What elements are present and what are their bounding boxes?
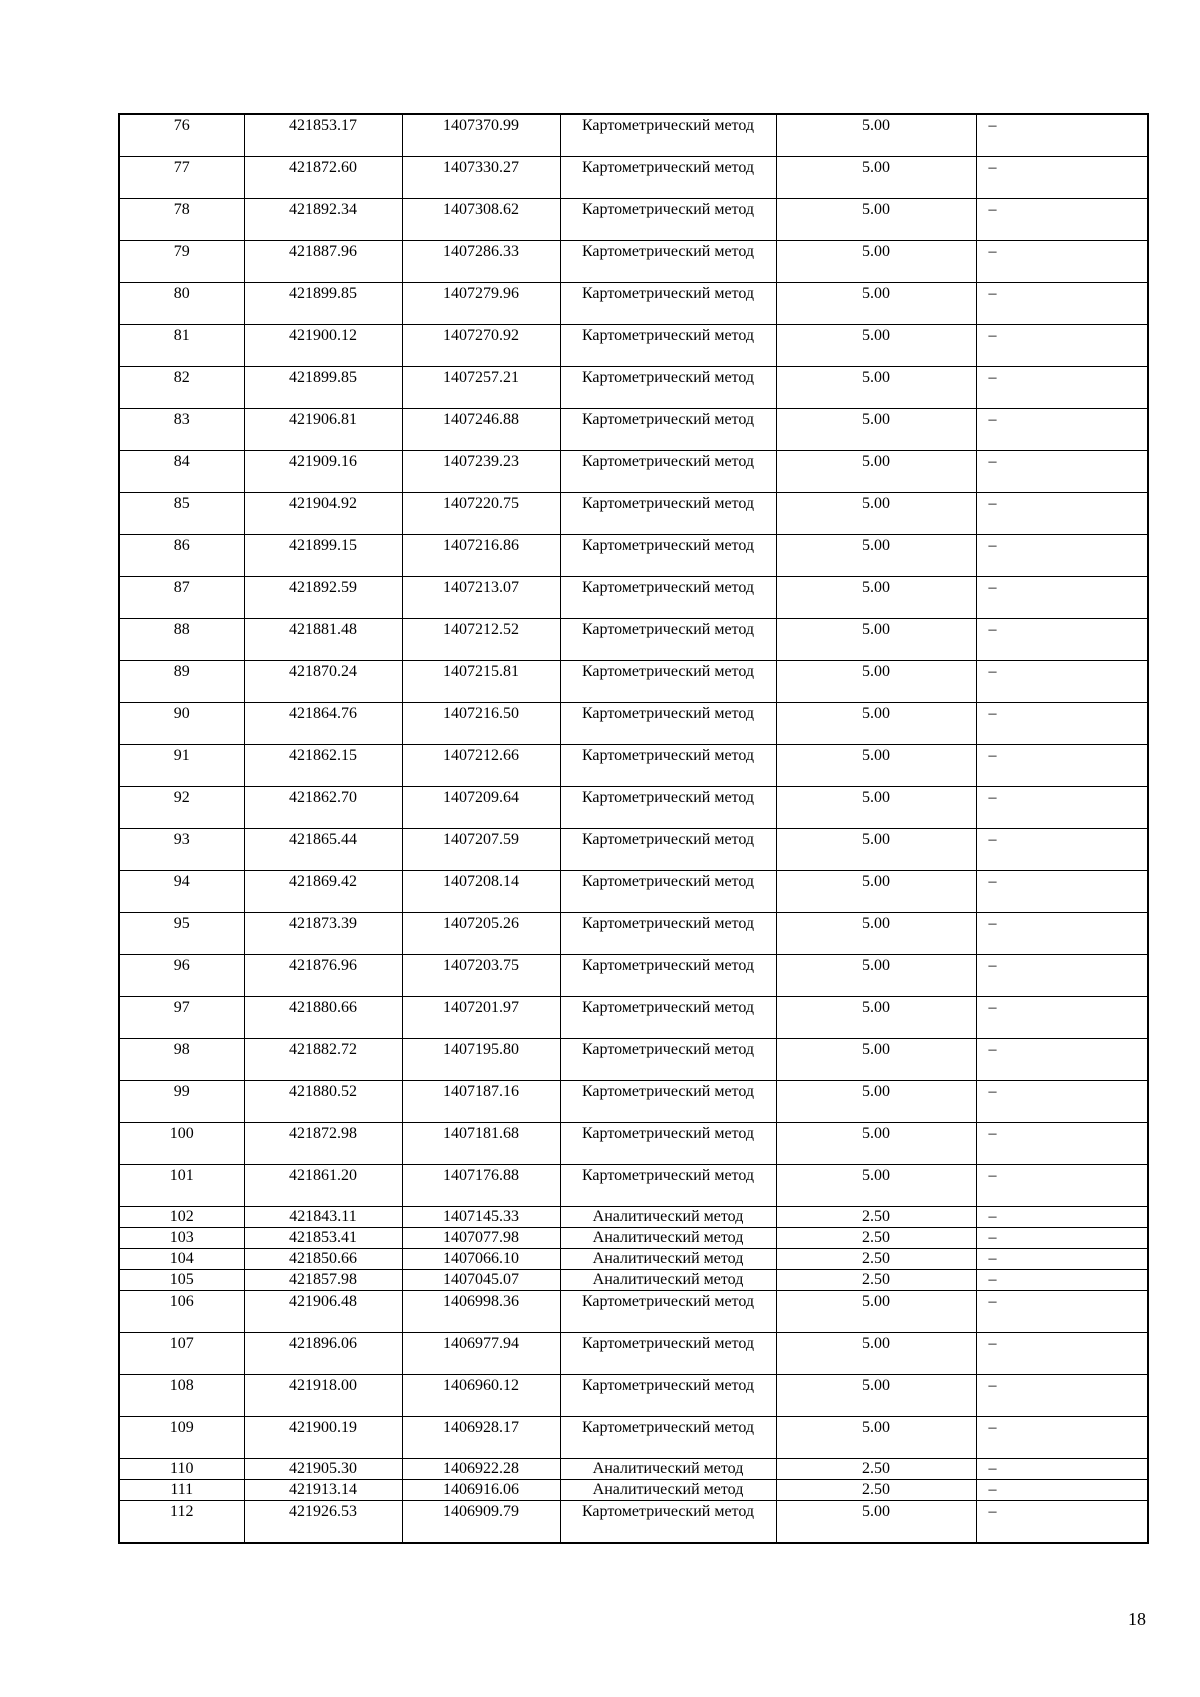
point-number-cell: 86 bbox=[119, 535, 244, 577]
table-row bbox=[119, 283, 1148, 325]
y-coordinate-cell: 1406977.94 bbox=[402, 1333, 560, 1375]
x-coordinate-cell: 421892.34 bbox=[244, 199, 402, 241]
note-cell: – bbox=[976, 1081, 1148, 1123]
point-number-cell: 81 bbox=[119, 325, 244, 367]
note-cell: – bbox=[976, 1207, 1148, 1228]
x-coordinate-cell: 421872.98 bbox=[244, 1123, 402, 1165]
point-number-cell: 79 bbox=[119, 241, 244, 283]
point-number-cell: 109 bbox=[119, 1417, 244, 1459]
table-row bbox=[119, 619, 1148, 661]
accuracy-cell: 5.00 bbox=[776, 451, 976, 493]
accuracy-cell: 2.50 bbox=[776, 1480, 976, 1501]
table-row bbox=[119, 1081, 1148, 1123]
note-cell: – bbox=[976, 871, 1148, 913]
x-coordinate-cell: 421850.66 bbox=[244, 1249, 402, 1270]
accuracy-cell: 5.00 bbox=[776, 913, 976, 955]
point-number-cell: 85 bbox=[119, 493, 244, 535]
accuracy-cell: 5.00 bbox=[776, 871, 976, 913]
x-coordinate-cell: 421900.19 bbox=[244, 1417, 402, 1459]
table-row bbox=[119, 1249, 1148, 1270]
method-cell: Картометрический метод bbox=[560, 1375, 776, 1417]
table-row bbox=[119, 1375, 1148, 1417]
note-cell: – bbox=[976, 157, 1148, 199]
x-coordinate-cell: 421887.96 bbox=[244, 241, 402, 283]
x-coordinate-cell: 421864.76 bbox=[244, 703, 402, 745]
note-cell: – bbox=[976, 661, 1148, 703]
y-coordinate-cell: 1407201.97 bbox=[402, 997, 560, 1039]
x-coordinate-cell: 421872.60 bbox=[244, 157, 402, 199]
x-coordinate-cell: 421880.52 bbox=[244, 1081, 402, 1123]
accuracy-cell: 5.00 bbox=[776, 1501, 976, 1544]
accuracy-cell: 5.00 bbox=[776, 745, 976, 787]
note-cell: – bbox=[976, 577, 1148, 619]
accuracy-cell: 5.00 bbox=[776, 283, 976, 325]
note-cell: – bbox=[976, 1165, 1148, 1207]
y-coordinate-cell: 1407045.07 bbox=[402, 1270, 560, 1291]
accuracy-cell: 5.00 bbox=[776, 1039, 976, 1081]
note-cell: – bbox=[976, 283, 1148, 325]
note-cell: – bbox=[976, 1459, 1148, 1480]
y-coordinate-cell: 1407203.75 bbox=[402, 955, 560, 997]
accuracy-cell: 5.00 bbox=[776, 1165, 976, 1207]
method-cell: Картометрический метод bbox=[560, 745, 776, 787]
table-row bbox=[119, 955, 1148, 997]
table-row bbox=[119, 1459, 1148, 1480]
x-coordinate-cell: 421861.20 bbox=[244, 1165, 402, 1207]
accuracy-cell: 5.00 bbox=[776, 661, 976, 703]
accuracy-cell: 2.50 bbox=[776, 1207, 976, 1228]
y-coordinate-cell: 1407216.86 bbox=[402, 535, 560, 577]
note-cell: – bbox=[976, 1501, 1148, 1544]
method-cell: Аналитический метод bbox=[560, 1228, 776, 1249]
y-coordinate-cell: 1407213.07 bbox=[402, 577, 560, 619]
point-number-cell: 106 bbox=[119, 1291, 244, 1333]
method-cell: Картометрический метод bbox=[560, 703, 776, 745]
note-cell: – bbox=[976, 1270, 1148, 1291]
note-cell: – bbox=[976, 745, 1148, 787]
x-coordinate-cell: 421906.48 bbox=[244, 1291, 402, 1333]
table-row bbox=[119, 241, 1148, 283]
point-number-cell: 105 bbox=[119, 1270, 244, 1291]
x-coordinate-cell: 421880.66 bbox=[244, 997, 402, 1039]
y-coordinate-cell: 1407176.88 bbox=[402, 1165, 560, 1207]
accuracy-cell: 5.00 bbox=[776, 619, 976, 661]
method-cell: Картометрический метод bbox=[560, 114, 776, 157]
method-cell: Картометрический метод bbox=[560, 955, 776, 997]
y-coordinate-cell: 1407220.75 bbox=[402, 493, 560, 535]
note-cell: – bbox=[976, 997, 1148, 1039]
table-row bbox=[119, 114, 1148, 157]
point-number-cell: 88 bbox=[119, 619, 244, 661]
y-coordinate-cell: 1407257.21 bbox=[402, 367, 560, 409]
method-cell: Аналитический метод bbox=[560, 1207, 776, 1228]
method-cell: Картометрический метод bbox=[560, 619, 776, 661]
y-coordinate-cell: 1407181.68 bbox=[402, 1123, 560, 1165]
x-coordinate-cell: 421865.44 bbox=[244, 829, 402, 871]
table-row bbox=[119, 871, 1148, 913]
accuracy-cell: 5.00 bbox=[776, 577, 976, 619]
note-cell: – bbox=[976, 1480, 1148, 1501]
point-number-cell: 92 bbox=[119, 787, 244, 829]
method-cell: Аналитический метод bbox=[560, 1270, 776, 1291]
x-coordinate-cell: 421853.17 bbox=[244, 114, 402, 157]
x-coordinate-cell: 421843.11 bbox=[244, 1207, 402, 1228]
point-number-cell: 93 bbox=[119, 829, 244, 871]
table-row bbox=[119, 325, 1148, 367]
accuracy-cell: 5.00 bbox=[776, 1081, 976, 1123]
note-cell: – bbox=[976, 199, 1148, 241]
x-coordinate-cell: 421876.96 bbox=[244, 955, 402, 997]
y-coordinate-cell: 1406928.17 bbox=[402, 1417, 560, 1459]
x-coordinate-cell: 421899.15 bbox=[244, 535, 402, 577]
y-coordinate-cell: 1407209.64 bbox=[402, 787, 560, 829]
point-number-cell: 87 bbox=[119, 577, 244, 619]
note-cell: – bbox=[976, 1249, 1148, 1270]
x-coordinate-cell: 421862.15 bbox=[244, 745, 402, 787]
table-row bbox=[119, 1417, 1148, 1459]
table-row bbox=[119, 703, 1148, 745]
method-cell: Картометрический метод bbox=[560, 829, 776, 871]
table-row bbox=[119, 1291, 1148, 1333]
y-coordinate-cell: 1407270.92 bbox=[402, 325, 560, 367]
method-cell: Аналитический метод bbox=[560, 1459, 776, 1480]
point-number-cell: 100 bbox=[119, 1123, 244, 1165]
y-coordinate-cell: 1406909.79 bbox=[402, 1501, 560, 1544]
point-number-cell: 107 bbox=[119, 1333, 244, 1375]
coordinates-table bbox=[118, 113, 1149, 1544]
note-cell: – bbox=[976, 703, 1148, 745]
accuracy-cell: 5.00 bbox=[776, 535, 976, 577]
note-cell: – bbox=[976, 114, 1148, 157]
table-row bbox=[119, 451, 1148, 493]
method-cell: Картометрический метод bbox=[560, 1123, 776, 1165]
accuracy-cell: 5.00 bbox=[776, 199, 976, 241]
note-cell: – bbox=[976, 829, 1148, 871]
table-row bbox=[119, 157, 1148, 199]
method-cell: Картометрический метод bbox=[560, 283, 776, 325]
table-row bbox=[119, 913, 1148, 955]
y-coordinate-cell: 1407212.52 bbox=[402, 619, 560, 661]
table-row bbox=[119, 577, 1148, 619]
method-cell: Картометрический метод bbox=[560, 661, 776, 703]
method-cell: Картометрический метод bbox=[560, 493, 776, 535]
y-coordinate-cell: 1407187.16 bbox=[402, 1081, 560, 1123]
point-number-cell: 110 bbox=[119, 1459, 244, 1480]
note-cell: – bbox=[976, 1333, 1148, 1375]
point-number-cell: 96 bbox=[119, 955, 244, 997]
x-coordinate-cell: 421853.41 bbox=[244, 1228, 402, 1249]
method-cell: Картометрический метод bbox=[560, 913, 776, 955]
x-coordinate-cell: 421906.81 bbox=[244, 409, 402, 451]
point-number-cell: 90 bbox=[119, 703, 244, 745]
note-cell: – bbox=[976, 367, 1148, 409]
accuracy-cell: 5.00 bbox=[776, 1291, 976, 1333]
y-coordinate-cell: 1407216.50 bbox=[402, 703, 560, 745]
note-cell: – bbox=[976, 1375, 1148, 1417]
x-coordinate-cell: 421882.72 bbox=[244, 1039, 402, 1081]
point-number-cell: 103 bbox=[119, 1228, 244, 1249]
x-coordinate-cell: 421896.06 bbox=[244, 1333, 402, 1375]
x-coordinate-cell: 421900.12 bbox=[244, 325, 402, 367]
y-coordinate-cell: 1407077.98 bbox=[402, 1228, 560, 1249]
point-number-cell: 80 bbox=[119, 283, 244, 325]
method-cell: Картометрический метод bbox=[560, 241, 776, 283]
point-number-cell: 94 bbox=[119, 871, 244, 913]
point-number-cell: 108 bbox=[119, 1375, 244, 1417]
table-row bbox=[119, 997, 1148, 1039]
point-number-cell: 111 bbox=[119, 1480, 244, 1501]
y-coordinate-cell: 1407246.88 bbox=[402, 409, 560, 451]
accuracy-cell: 2.50 bbox=[776, 1249, 976, 1270]
accuracy-cell: 2.50 bbox=[776, 1228, 976, 1249]
y-coordinate-cell: 1407205.26 bbox=[402, 913, 560, 955]
point-number-cell: 77 bbox=[119, 157, 244, 199]
x-coordinate-cell: 421905.30 bbox=[244, 1459, 402, 1480]
table-row bbox=[119, 535, 1148, 577]
table-row bbox=[119, 1270, 1148, 1291]
x-coordinate-cell: 421869.42 bbox=[244, 871, 402, 913]
x-coordinate-cell: 421892.59 bbox=[244, 577, 402, 619]
point-number-cell: 112 bbox=[119, 1501, 244, 1544]
method-cell: Картометрический метод bbox=[560, 871, 776, 913]
table-row bbox=[119, 1039, 1148, 1081]
method-cell: Картометрический метод bbox=[560, 1417, 776, 1459]
point-number-cell: 98 bbox=[119, 1039, 244, 1081]
y-coordinate-cell: 1407212.66 bbox=[402, 745, 560, 787]
accuracy-cell: 5.00 bbox=[776, 409, 976, 451]
method-cell: Картометрический метод bbox=[560, 367, 776, 409]
table-row bbox=[119, 409, 1148, 451]
point-number-cell: 82 bbox=[119, 367, 244, 409]
point-number-cell: 97 bbox=[119, 997, 244, 1039]
accuracy-cell: 5.00 bbox=[776, 703, 976, 745]
x-coordinate-cell: 421873.39 bbox=[244, 913, 402, 955]
note-cell: – bbox=[976, 913, 1148, 955]
accuracy-cell: 5.00 bbox=[776, 493, 976, 535]
table-row bbox=[119, 1165, 1148, 1207]
method-cell: Картометрический метод bbox=[560, 577, 776, 619]
table-row bbox=[119, 1480, 1148, 1501]
note-cell: – bbox=[976, 409, 1148, 451]
y-coordinate-cell: 1407145.33 bbox=[402, 1207, 560, 1228]
y-coordinate-cell: 1407330.27 bbox=[402, 157, 560, 199]
method-cell: Картометрический метод bbox=[560, 997, 776, 1039]
table-row bbox=[119, 1228, 1148, 1249]
y-coordinate-cell: 1406998.36 bbox=[402, 1291, 560, 1333]
point-number-cell: 84 bbox=[119, 451, 244, 493]
y-coordinate-cell: 1407308.62 bbox=[402, 199, 560, 241]
point-number-cell: 99 bbox=[119, 1081, 244, 1123]
point-number-cell: 104 bbox=[119, 1249, 244, 1270]
note-cell: – bbox=[976, 955, 1148, 997]
table-row bbox=[119, 829, 1148, 871]
note-cell: – bbox=[976, 787, 1148, 829]
y-coordinate-cell: 1407286.33 bbox=[402, 241, 560, 283]
accuracy-cell: 5.00 bbox=[776, 829, 976, 871]
method-cell: Картометрический метод bbox=[560, 535, 776, 577]
point-number-cell: 78 bbox=[119, 199, 244, 241]
note-cell: – bbox=[976, 1228, 1148, 1249]
note-cell: – bbox=[976, 451, 1148, 493]
x-coordinate-cell: 421857.98 bbox=[244, 1270, 402, 1291]
y-coordinate-cell: 1407208.14 bbox=[402, 871, 560, 913]
method-cell: Картометрический метод bbox=[560, 787, 776, 829]
method-cell: Картометрический метод bbox=[560, 451, 776, 493]
method-cell: Картометрический метод bbox=[560, 199, 776, 241]
y-coordinate-cell: 1407207.59 bbox=[402, 829, 560, 871]
point-number-cell: 91 bbox=[119, 745, 244, 787]
method-cell: Картометрический метод bbox=[560, 1291, 776, 1333]
method-cell: Картометрический метод bbox=[560, 325, 776, 367]
x-coordinate-cell: 421913.14 bbox=[244, 1480, 402, 1501]
table-row bbox=[119, 493, 1148, 535]
accuracy-cell: 5.00 bbox=[776, 114, 976, 157]
method-cell: Картометрический метод bbox=[560, 1501, 776, 1544]
x-coordinate-cell: 421881.48 bbox=[244, 619, 402, 661]
table-body bbox=[119, 114, 1148, 1543]
table-row bbox=[119, 1123, 1148, 1165]
table-row bbox=[119, 1207, 1148, 1228]
note-cell: – bbox=[976, 493, 1148, 535]
y-coordinate-cell: 1407279.96 bbox=[402, 283, 560, 325]
y-coordinate-cell: 1406916.06 bbox=[402, 1480, 560, 1501]
note-cell: – bbox=[976, 1039, 1148, 1081]
table-row bbox=[119, 199, 1148, 241]
method-cell: Картометрический метод bbox=[560, 1333, 776, 1375]
accuracy-cell: 5.00 bbox=[776, 325, 976, 367]
accuracy-cell: 5.00 bbox=[776, 241, 976, 283]
accuracy-cell: 5.00 bbox=[776, 997, 976, 1039]
table-row bbox=[119, 1501, 1148, 1544]
x-coordinate-cell: 421899.85 bbox=[244, 367, 402, 409]
y-coordinate-cell: 1407215.81 bbox=[402, 661, 560, 703]
accuracy-cell: 5.00 bbox=[776, 1333, 976, 1375]
table-row bbox=[119, 661, 1148, 703]
note-cell: – bbox=[976, 619, 1148, 661]
method-cell: Аналитический метод bbox=[560, 1249, 776, 1270]
method-cell: Картометрический метод bbox=[560, 157, 776, 199]
table-row bbox=[119, 745, 1148, 787]
accuracy-cell: 5.00 bbox=[776, 787, 976, 829]
table-row bbox=[119, 1333, 1148, 1375]
accuracy-cell: 5.00 bbox=[776, 157, 976, 199]
x-coordinate-cell: 421918.00 bbox=[244, 1375, 402, 1417]
method-cell: Картометрический метод bbox=[560, 409, 776, 451]
point-number-cell: 89 bbox=[119, 661, 244, 703]
accuracy-cell: 2.50 bbox=[776, 1270, 976, 1291]
note-cell: – bbox=[976, 1123, 1148, 1165]
method-cell: Аналитический метод bbox=[560, 1480, 776, 1501]
note-cell: – bbox=[976, 535, 1148, 577]
method-cell: Картометрический метод bbox=[560, 1039, 776, 1081]
point-number-cell: 101 bbox=[119, 1165, 244, 1207]
y-coordinate-cell: 1406960.12 bbox=[402, 1375, 560, 1417]
x-coordinate-cell: 421904.92 bbox=[244, 493, 402, 535]
y-coordinate-cell: 1407195.80 bbox=[402, 1039, 560, 1081]
point-number-cell: 95 bbox=[119, 913, 244, 955]
accuracy-cell: 5.00 bbox=[776, 1417, 976, 1459]
accuracy-cell: 5.00 bbox=[776, 367, 976, 409]
x-coordinate-cell: 421899.85 bbox=[244, 283, 402, 325]
y-coordinate-cell: 1407370.99 bbox=[402, 114, 560, 157]
point-number-cell: 76 bbox=[119, 114, 244, 157]
x-coordinate-cell: 421870.24 bbox=[244, 661, 402, 703]
accuracy-cell: 5.00 bbox=[776, 955, 976, 997]
y-coordinate-cell: 1407239.23 bbox=[402, 451, 560, 493]
x-coordinate-cell: 421862.70 bbox=[244, 787, 402, 829]
note-cell: – bbox=[976, 1291, 1148, 1333]
point-number-cell: 102 bbox=[119, 1207, 244, 1228]
accuracy-cell: 5.00 bbox=[776, 1123, 976, 1165]
accuracy-cell: 2.50 bbox=[776, 1459, 976, 1480]
method-cell: Картометрический метод bbox=[560, 1081, 776, 1123]
note-cell: – bbox=[976, 325, 1148, 367]
point-number-cell: 83 bbox=[119, 409, 244, 451]
x-coordinate-cell: 421926.53 bbox=[244, 1501, 402, 1544]
accuracy-cell: 5.00 bbox=[776, 1375, 976, 1417]
page-number: 18 bbox=[1128, 1609, 1146, 1629]
y-coordinate-cell: 1406922.28 bbox=[402, 1459, 560, 1480]
y-coordinate-cell: 1407066.10 bbox=[402, 1249, 560, 1270]
method-cell: Картометрический метод bbox=[560, 1165, 776, 1207]
table-row bbox=[119, 787, 1148, 829]
note-cell: – bbox=[976, 241, 1148, 283]
note-cell: – bbox=[976, 1417, 1148, 1459]
table-row bbox=[119, 367, 1148, 409]
x-coordinate-cell: 421909.16 bbox=[244, 451, 402, 493]
